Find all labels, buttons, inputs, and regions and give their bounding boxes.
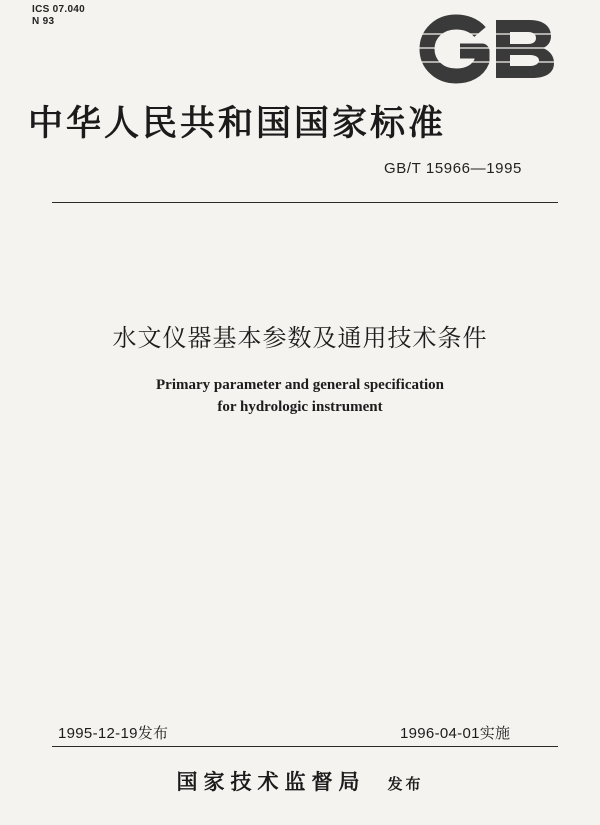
gb-logo-letter-b	[496, 20, 554, 78]
bottom-divider	[52, 746, 558, 747]
top-divider	[52, 202, 558, 203]
implementation-date: 1996-04-01实施	[400, 725, 511, 742]
publisher-action: 发布	[387, 775, 424, 793]
title-chinese: 水文仪器基本参数及通用技术条件	[112, 324, 488, 352]
gb-logo	[418, 14, 558, 84]
title-english	[0, 374, 600, 418]
publisher-name: 国家技术监督局	[176, 769, 366, 794]
classification-codes	[32, 4, 85, 28]
gb-logo-letter-g	[427, 22, 482, 76]
title-english-line-1: Primary parameter and general specification	[156, 377, 444, 393]
national-standard-heading: 中华人民共和国国家标准	[28, 103, 447, 144]
classification-code: N 93	[32, 16, 55, 27]
ics-code: ICS 07.040	[32, 4, 86, 15]
standard-number: GB/T 15966—1995	[384, 160, 522, 177]
title-english-line-2: for hydrologic instrument	[217, 399, 383, 415]
issue-date: 1995-12-19发布	[58, 725, 169, 742]
publisher	[0, 766, 600, 796]
